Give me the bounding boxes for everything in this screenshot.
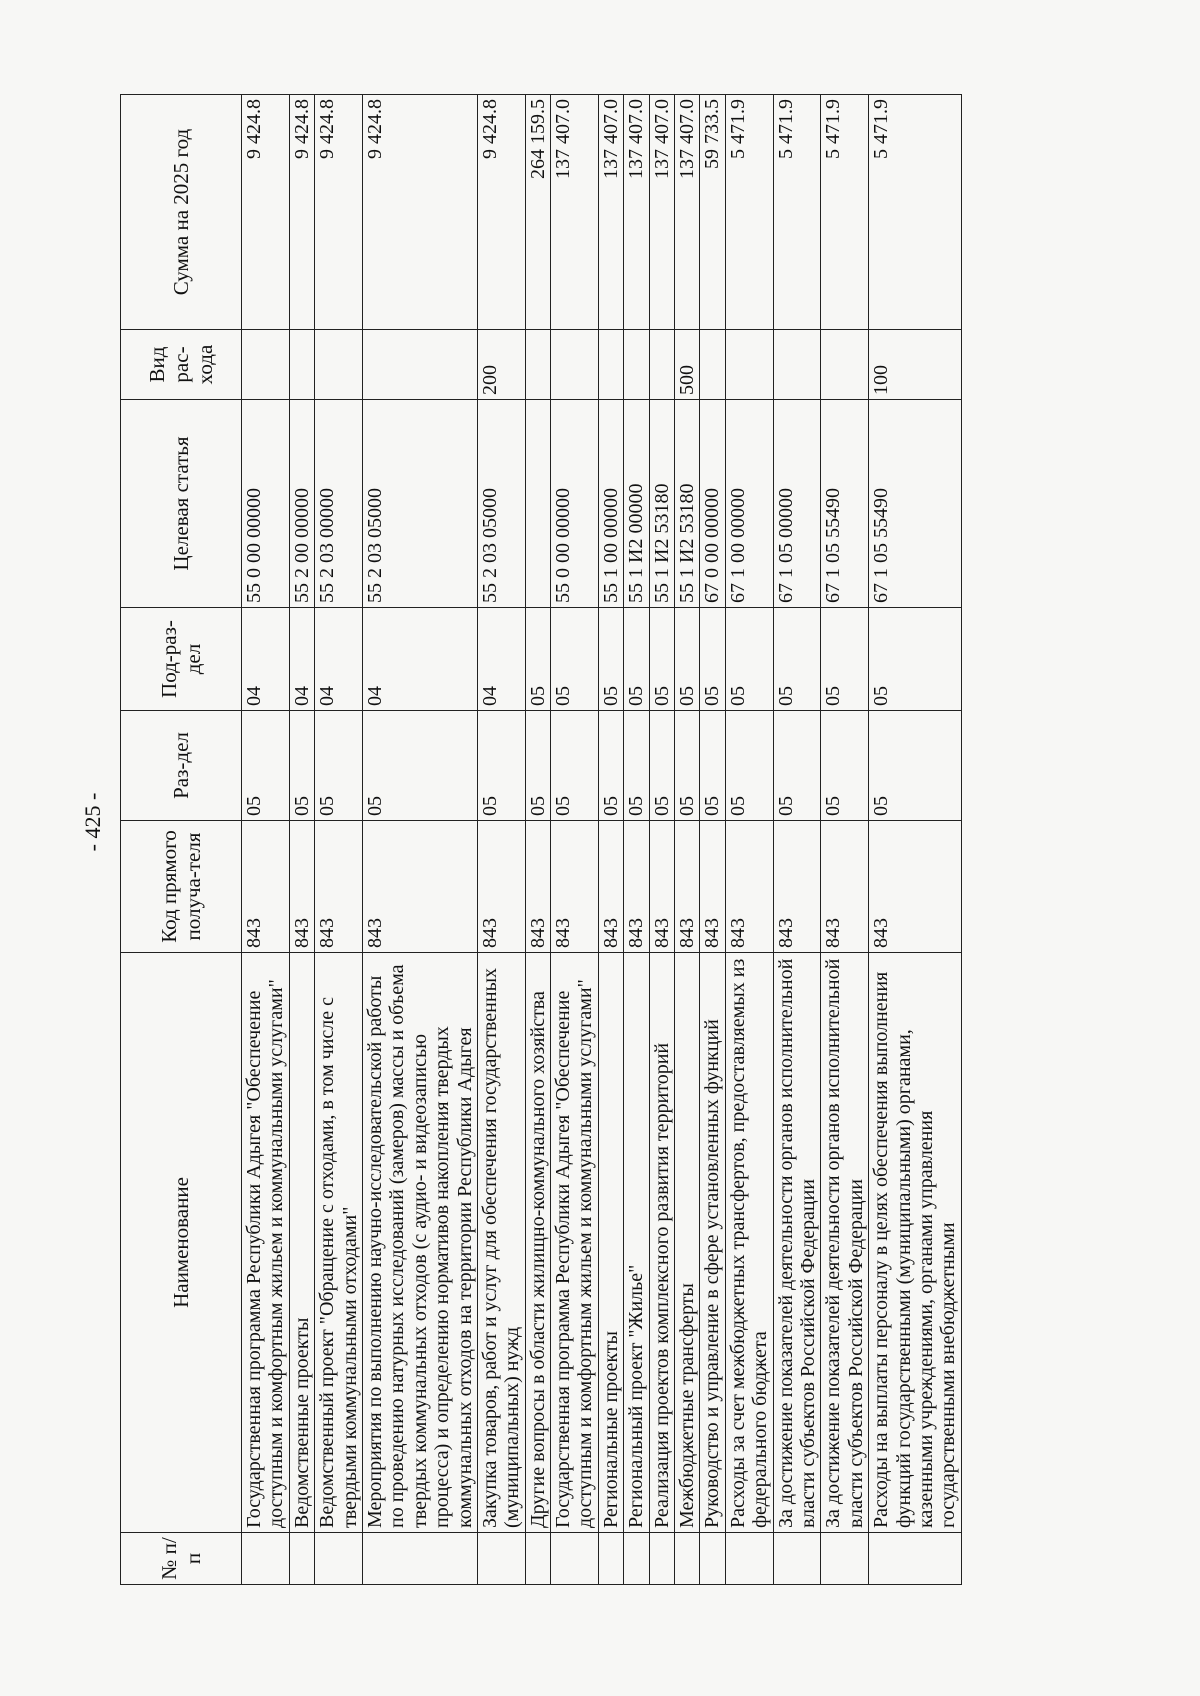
cell-name: Другие вопросы в области жилищно-коммунального хозяйства (525, 953, 550, 1533)
cell-num (477, 1533, 525, 1585)
cell-amount: 137 407.0 (649, 95, 674, 330)
cell-expense-type (624, 330, 649, 400)
table-row (598, 95, 623, 1585)
cell-subsection: 04 (289, 608, 314, 711)
cell-amount: 9 424.8 (289, 95, 314, 330)
cell-name: Расходы за счет межбюджетных трансфертов, предоставляемых из федерального бюджета (725, 953, 773, 1533)
cell-name: Региональные проекты (598, 953, 623, 1533)
table-row (821, 95, 869, 1585)
header-target-article: Целевая статья (121, 400, 242, 608)
cell-recipient-code: 843 (869, 821, 962, 953)
cell-num (289, 1533, 314, 1585)
cell-target-article: 55 1 И2 53180 (649, 400, 674, 608)
cell-num (821, 1533, 869, 1585)
cell-amount: 5 471.9 (773, 95, 821, 330)
cell-amount: 137 407.0 (624, 95, 649, 330)
cell-subsection: 05 (675, 608, 700, 711)
cell-num (773, 1533, 821, 1585)
table-row (551, 95, 599, 1585)
cell-num (362, 1533, 477, 1585)
cell-subsection: 04 (477, 608, 525, 711)
cell-expense-type (242, 330, 290, 400)
cell-name: Межбюджетные трансферты (675, 953, 700, 1533)
cell-name: Закупка товаров, работ и услуг для обеспечения государственных (муниципальных) нужд (477, 953, 525, 1533)
header-subsection: Под-раз-дел (121, 608, 242, 711)
table-body (242, 95, 962, 1585)
cell-recipient-code: 843 (773, 821, 821, 953)
header-num: № п/п (121, 1533, 242, 1585)
cell-expense-type (821, 330, 869, 400)
table-row (649, 95, 674, 1585)
header-name: Наименование (121, 953, 242, 1533)
cell-recipient-code: 843 (551, 821, 599, 953)
cell-subsection: 05 (598, 608, 623, 711)
cell-expense-type (725, 330, 773, 400)
table-row (869, 95, 962, 1585)
cell-num (525, 1533, 550, 1585)
cell-subsection: 05 (551, 608, 599, 711)
cell-expense-type (773, 330, 821, 400)
table-row (477, 95, 525, 1585)
cell-recipient-code: 843 (624, 821, 649, 953)
cell-subsection: 05 (869, 608, 962, 711)
cell-amount: 9 424.8 (242, 95, 290, 330)
cell-subsection: 05 (649, 608, 674, 711)
cell-target-article: 55 2 00 00000 (289, 400, 314, 608)
table-row (362, 95, 477, 1585)
cell-expense-type (598, 330, 623, 400)
cell-subsection: 04 (242, 608, 290, 711)
cell-num (551, 1533, 599, 1585)
cell-amount: 137 407.0 (551, 95, 599, 330)
cell-section: 05 (649, 711, 674, 821)
cell-section: 05 (821, 711, 869, 821)
cell-subsection: 04 (315, 608, 363, 711)
cell-num (649, 1533, 674, 1585)
header-expense-type: Вид рас-хода (121, 330, 242, 400)
cell-section: 05 (598, 711, 623, 821)
table-row (624, 95, 649, 1585)
table-row (725, 95, 773, 1585)
cell-name: Мероприятия по выполнению научно-исследовательской работы по проведению натурных исследований (замеров) массы и объема твердых коммунальных отходов (с аудио- и видеозаписью процесса) и определению нормативов накопления твердых коммунальных отходов на территории Республики Адыгея (362, 953, 477, 1533)
cell-subsection: 05 (821, 608, 869, 711)
cell-section: 05 (477, 711, 525, 821)
cell-target-article: 55 0 00 00000 (551, 400, 599, 608)
cell-recipient-code: 843 (242, 821, 290, 953)
cell-amount: 5 471.9 (869, 95, 962, 330)
page-number: - 425 - (80, 792, 105, 852)
cell-section: 05 (675, 711, 700, 821)
cell-name: За достижение показателей деятельности органов исполнительной власти субъектов Российской Федерации (821, 953, 869, 1533)
cell-target-article: 55 2 03 05000 (477, 400, 525, 608)
header-recipient-code: Код прямого получа-теля (121, 821, 242, 953)
rotated-table-container (120, 95, 1085, 1585)
cell-target-article (525, 400, 550, 608)
cell-amount: 9 424.8 (315, 95, 363, 330)
cell-expense-type: 200 (477, 330, 525, 400)
table-row (289, 95, 314, 1585)
cell-expense-type: 100 (869, 330, 962, 400)
cell-section: 05 (289, 711, 314, 821)
cell-recipient-code: 843 (525, 821, 550, 953)
cell-recipient-code: 843 (725, 821, 773, 953)
cell-expense-type (700, 330, 725, 400)
cell-amount: 5 471.9 (821, 95, 869, 330)
table-row (675, 95, 700, 1585)
cell-name: Реализация проектов комплексного развития территорий (649, 953, 674, 1533)
table-row (773, 95, 821, 1585)
cell-num (869, 1533, 962, 1585)
cell-amount: 59 733.5 (700, 95, 725, 330)
cell-target-article: 55 1 И2 00000 (624, 400, 649, 608)
cell-target-article: 55 1 00 00000 (598, 400, 623, 608)
cell-target-article: 67 1 05 55490 (869, 400, 962, 608)
table-row (242, 95, 290, 1585)
cell-amount: 9 424.8 (362, 95, 477, 330)
cell-name: За достижение показателей деятельности органов исполнительной власти субъектов Российской Федерации (773, 953, 821, 1533)
cell-expense-type (551, 330, 599, 400)
table-row (525, 95, 550, 1585)
cell-recipient-code: 843 (315, 821, 363, 953)
cell-name: Руководство и управление в сфере установленных функций (700, 953, 725, 1533)
cell-expense-type (649, 330, 674, 400)
cell-target-article: 67 1 00 00000 (725, 400, 773, 608)
cell-amount: 9 424.8 (477, 95, 525, 330)
cell-subsection: 05 (525, 608, 550, 711)
cell-section: 05 (869, 711, 962, 821)
cell-amount: 5 471.9 (725, 95, 773, 330)
cell-recipient-code: 843 (477, 821, 525, 953)
cell-target-article: 67 1 05 55490 (821, 400, 869, 608)
cell-subsection: 05 (725, 608, 773, 711)
cell-section: 05 (700, 711, 725, 821)
cell-expense-type (315, 330, 363, 400)
cell-num (700, 1533, 725, 1585)
cell-section: 05 (773, 711, 821, 821)
cell-num (242, 1533, 290, 1585)
cell-target-article: 55 0 00 00000 (242, 400, 290, 608)
cell-expense-type (525, 330, 550, 400)
cell-expense-type: 500 (675, 330, 700, 400)
cell-expense-type (362, 330, 477, 400)
cell-target-article: 55 1 И2 53180 (675, 400, 700, 608)
cell-amount: 137 407.0 (598, 95, 623, 330)
table-row (700, 95, 725, 1585)
cell-name: Ведомственные проекты (289, 953, 314, 1533)
cell-target-article: 55 2 03 05000 (362, 400, 477, 608)
cell-recipient-code: 843 (598, 821, 623, 953)
cell-recipient-code: 843 (675, 821, 700, 953)
cell-section: 05 (725, 711, 773, 821)
cell-subsection: 04 (362, 608, 477, 711)
cell-section: 05 (242, 711, 290, 821)
cell-num (315, 1533, 363, 1585)
cell-recipient-code: 843 (821, 821, 869, 953)
cell-section: 05 (362, 711, 477, 821)
cell-name: Ведомственный проект "Обращение с отходами, в том числе с твердыми коммунальными отходами" (315, 953, 363, 1533)
cell-recipient-code: 843 (700, 821, 725, 953)
cell-target-article: 67 0 00 00000 (700, 400, 725, 608)
cell-num (675, 1533, 700, 1585)
header-amount: Сумма на 2025 год (121, 95, 242, 330)
cell-amount: 264 159.5 (525, 95, 550, 330)
cell-section: 05 (624, 711, 649, 821)
cell-subsection: 05 (624, 608, 649, 711)
cell-section: 05 (525, 711, 550, 821)
table-header-row (121, 95, 242, 1585)
cell-num (725, 1533, 773, 1585)
cell-recipient-code: 843 (362, 821, 477, 953)
budget-table (120, 94, 962, 1585)
cell-target-article: 67 1 05 00000 (773, 400, 821, 608)
cell-name: Региональный проект "Жилье" (624, 953, 649, 1533)
cell-section: 05 (315, 711, 363, 821)
cell-subsection: 05 (700, 608, 725, 711)
cell-name: Государственная программа Республики Адыгея "Обеспечение доступным и комфортным жильем и коммунальными услугами" (242, 953, 290, 1533)
cell-num (624, 1533, 649, 1585)
cell-section: 05 (551, 711, 599, 821)
header-section: Раз-дел (121, 711, 242, 821)
cell-amount: 137 407.0 (675, 95, 700, 330)
cell-recipient-code: 843 (649, 821, 674, 953)
cell-name: Государственная программа Республики Адыгея "Обеспечение доступным и комфортным жильем и коммунальными услугами" (551, 953, 599, 1533)
cell-subsection: 05 (773, 608, 821, 711)
cell-recipient-code: 843 (289, 821, 314, 953)
cell-target-article: 55 2 03 00000 (315, 400, 363, 608)
cell-num (598, 1533, 623, 1585)
table-row (315, 95, 363, 1585)
cell-expense-type (289, 330, 314, 400)
cell-name: Расходы на выплаты персоналу в целях обеспечения выполнения функций государственными (муниципальными) органами, казенными учреждениями, органами управления государственными внебюджетными (869, 953, 962, 1533)
